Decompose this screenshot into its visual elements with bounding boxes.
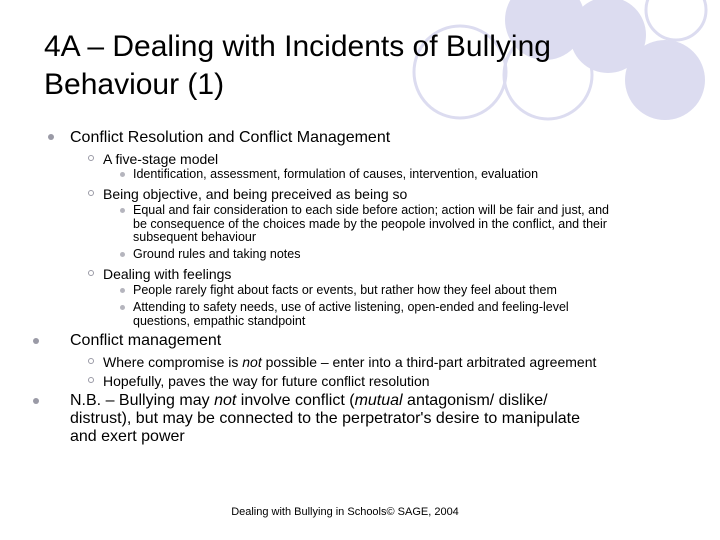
bullet-l2 <box>88 270 94 276</box>
bullet-l1 <box>33 338 39 344</box>
bullet-text-l3: Ground rules and taking notes <box>133 247 301 261</box>
bullet-l2 <box>88 155 94 161</box>
bullet-text-l1: Conflict management <box>70 332 222 349</box>
bullet-l3 <box>120 288 125 293</box>
bullet-l1 <box>33 398 39 404</box>
bullet-text-l2: Being objective, and being preceived as being so <box>103 186 408 202</box>
bullet-l3 <box>120 252 125 257</box>
slide-footer: Dealing with Bullying in Schools© SAGE, 2004 <box>231 506 459 518</box>
bullet-text-l3: Equal and fair consideration to each side before action; action will be fair and just, and <box>133 203 609 217</box>
bullet-text-l3: Identification, assessment, formulation of causes, intervention, evaluation <box>133 167 539 181</box>
bullet-l2 <box>88 190 94 196</box>
bullet-l2 <box>88 358 94 364</box>
bullet-text-l3-cont: subsequent behaviour <box>133 230 257 244</box>
bullet-l3 <box>120 305 125 310</box>
bullet-text-l2: A five-stage model <box>103 151 219 167</box>
bullet-l2 <box>88 377 94 383</box>
bullet-text-l3-cont: questions, empathic standpoint <box>133 314 306 328</box>
bullet-text-l1-cont: and exert power <box>70 428 185 445</box>
bullet-text-l2: Where compromise is not possible – enter into a third-part arbitrated agreement <box>103 354 597 370</box>
bullet-text-l1: N.B. – Bullying may not involve conflict (mutual antagonism/ dislike/ <box>70 392 548 409</box>
bullet-text-l2: Dealing with feelings <box>103 266 232 282</box>
bullet-text-l3: Attending to safety needs, use of active listening, open-ended and feeling-level <box>133 300 569 314</box>
slide-title: 4A – Dealing with Incidents of Bullying Behaviour (1) <box>44 30 551 101</box>
bullet-text-l1: Conflict Resolution and Conflict Management <box>70 129 391 146</box>
bullet-l1 <box>48 134 54 140</box>
bullet-text-l1-cont: distrust), but may be connected to the perpetrator's desire to manipulate <box>70 410 580 427</box>
bullet-l3 <box>120 208 125 213</box>
bullet-text-l2: Hopefully, paves the way for future conflict resolution <box>103 373 430 389</box>
bullet-text-l3: People rarely fight about facts or events, but rather how they feel about them <box>133 283 557 297</box>
bullet-text-l3-cont: be consequence of the choices made by the peopole involved in the conflict, and their <box>133 217 607 231</box>
bullet-l3 <box>120 172 125 177</box>
